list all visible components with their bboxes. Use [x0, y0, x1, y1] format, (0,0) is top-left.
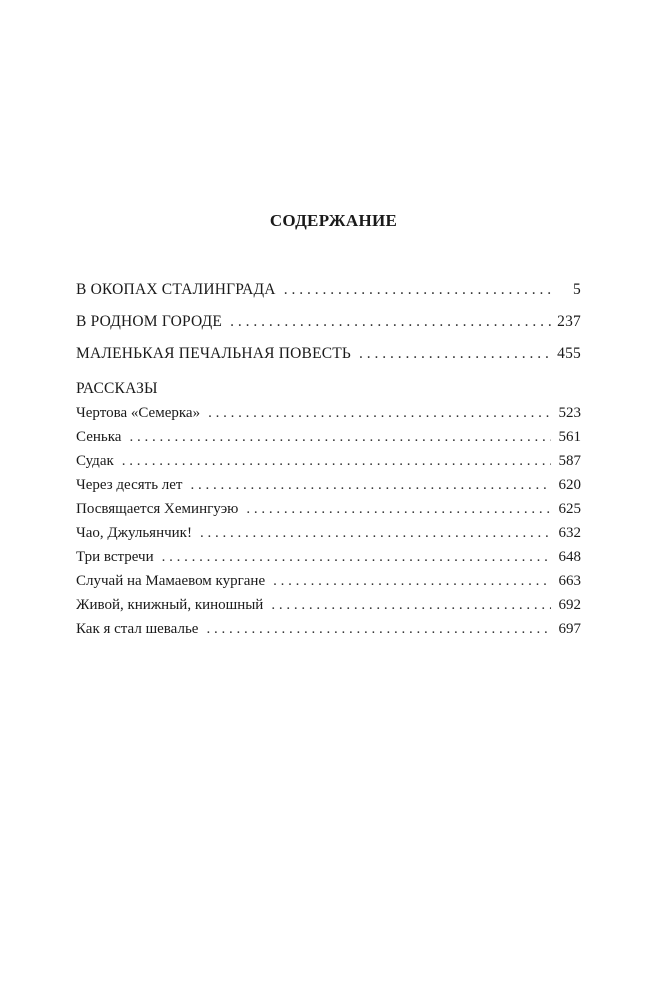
toc-entry	[76, 501, 581, 518]
toc-leader-dots	[200, 525, 551, 542]
toc-entry-page: 587	[558, 453, 581, 469]
toc-entry-page: 5	[573, 281, 581, 298]
toc-leader-dots	[129, 429, 551, 446]
toc-entry	[76, 429, 581, 446]
toc-leader-dots	[162, 549, 551, 566]
toc-entry-label: Как я стал шевалье	[76, 621, 199, 637]
toc-entry	[76, 345, 581, 363]
toc-entry-page: 455	[557, 345, 581, 362]
toc-entry	[76, 597, 581, 614]
toc-entry-page: 632	[558, 525, 581, 541]
toc-entry-label: В РОДНОМ ГОРОДЕ	[76, 313, 223, 330]
toc-entry-page: 237	[557, 313, 581, 330]
toc-leader-dots	[208, 405, 551, 422]
toc-entry	[76, 525, 581, 542]
toc-entry	[76, 549, 581, 566]
toc-entry-label: Чао, Джульянчик!	[76, 525, 192, 541]
toc-entry-page: 663	[558, 573, 581, 589]
toc-entry-page: 697	[558, 621, 581, 637]
toc-entry	[76, 313, 581, 331]
toc-entry-page: 523	[558, 405, 581, 421]
toc-entry-label: Через десять лет	[76, 477, 183, 493]
toc-entry-label: Три встречи	[76, 549, 154, 565]
toc-leader-dots	[122, 453, 551, 470]
toc-entry-label: Чертова «Семерка»	[76, 405, 201, 421]
toc-leader-dots	[230, 313, 551, 331]
toc-entry-page: 620	[558, 477, 581, 493]
toc-entry	[76, 453, 581, 470]
toc-entry-label: Сенька	[76, 429, 122, 445]
toc-title: СОДЕРЖАНИЕ	[269, 211, 398, 230]
toc-leader-dots	[246, 501, 551, 518]
toc-entry-label: Судак	[76, 453, 114, 469]
toc-entry-page: 692	[558, 597, 581, 613]
toc-entry-page: 561	[558, 429, 581, 445]
toc-entry-label: В ОКОПАХ СТАЛИНГРАДА	[76, 281, 276, 298]
toc-entry-label: Случай на Мамаевом кургане	[76, 573, 266, 589]
toc-leader-dots	[271, 597, 551, 614]
toc-entry-page: 648	[558, 549, 581, 565]
stories-heading: РАССКАЗЫ	[76, 380, 158, 397]
toc-leader-dots	[206, 621, 551, 638]
toc-leader-dots	[273, 573, 551, 590]
toc-entry-page: 625	[558, 501, 581, 517]
toc-entry-label: МАЛЕНЬКАЯ ПЕЧАЛЬНАЯ ПОВЕСТЬ	[76, 345, 352, 362]
toc-entry	[76, 405, 581, 422]
toc-entry	[76, 477, 581, 494]
toc-entry	[76, 573, 581, 590]
toc-leader-dots	[359, 345, 551, 363]
toc-entry	[76, 621, 581, 638]
toc-entry	[76, 281, 581, 299]
toc-leader-dots	[191, 477, 552, 494]
toc-leader-dots	[284, 281, 551, 299]
toc-entry-label: Посвящается Хемингуэю	[76, 501, 239, 517]
toc-entry-label: Живой, книжный, киношный	[76, 597, 264, 613]
